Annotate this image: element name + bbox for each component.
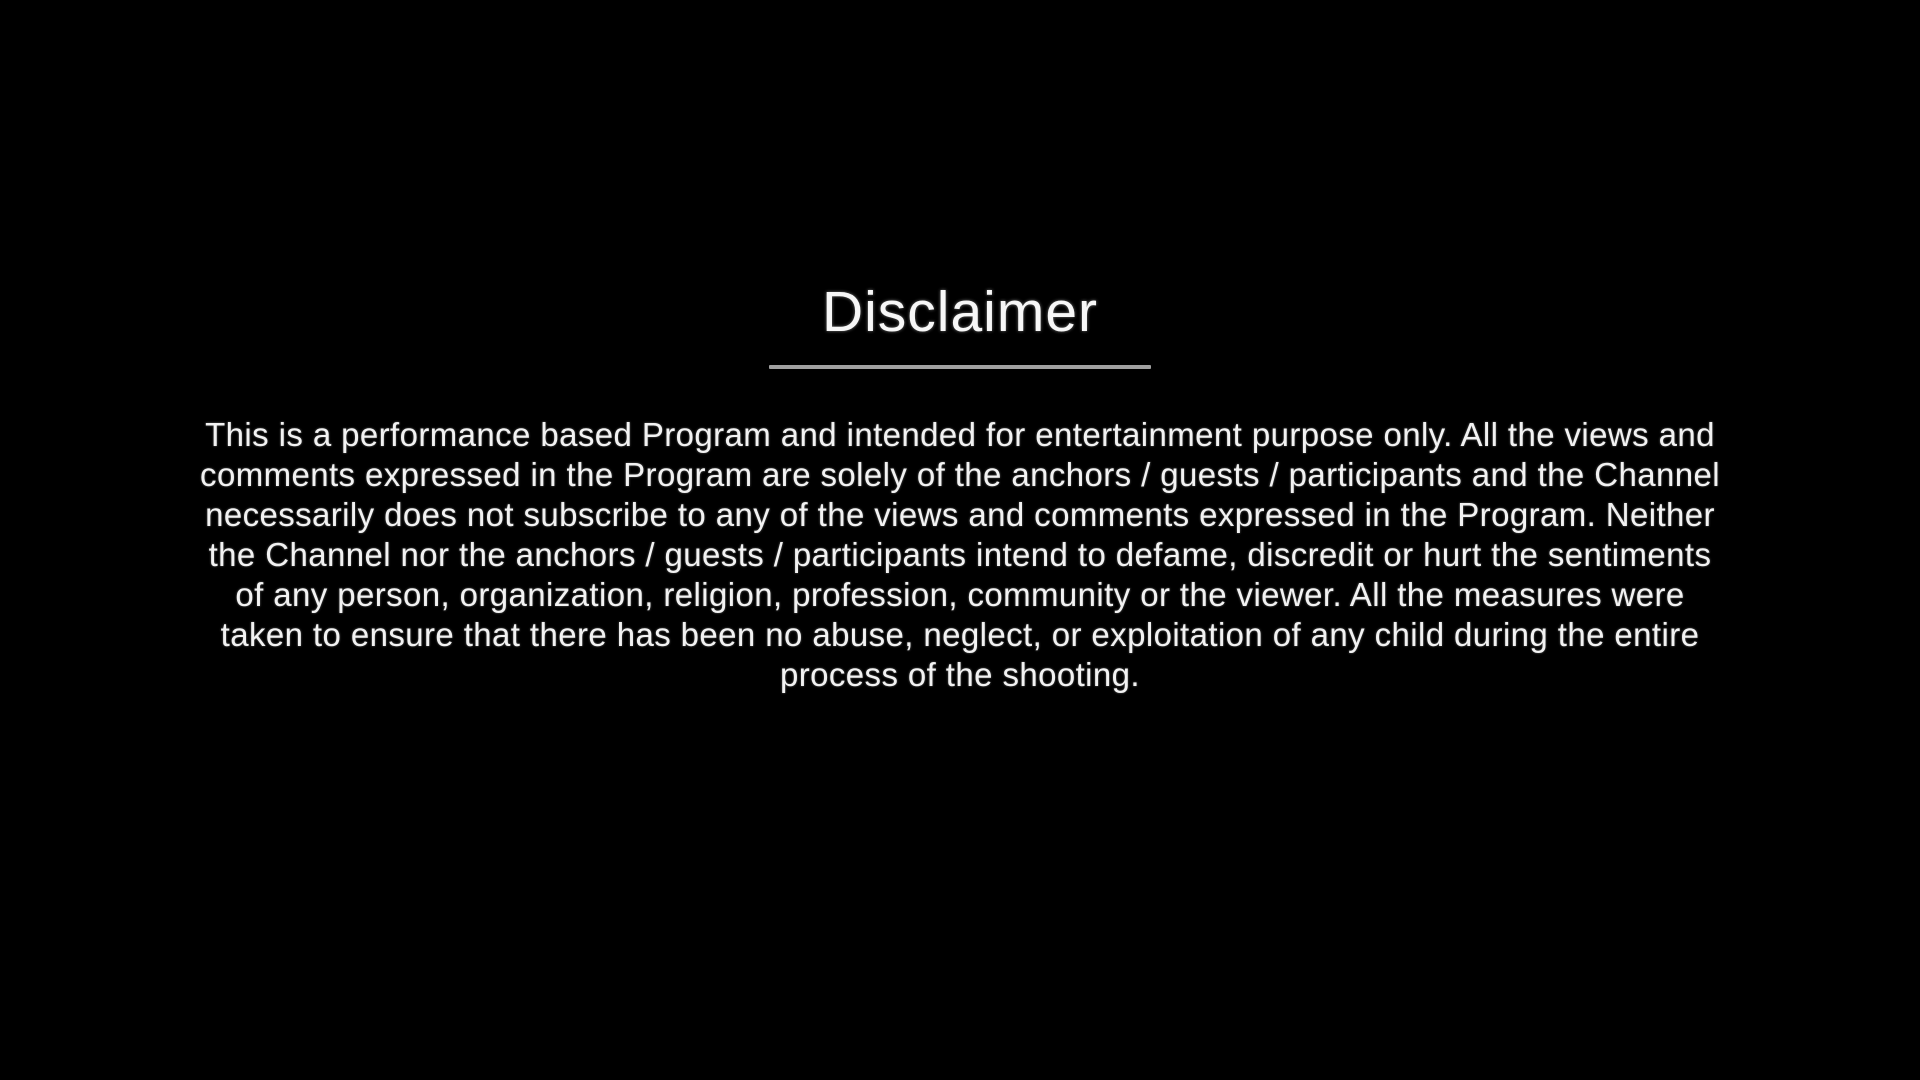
- disclaimer-text-line: comments expressed in the Program are solely of the anchors / guests / participants and the Channel: [200, 456, 1720, 493]
- disclaimer-text-line: taken to ensure that there has been no abuse, neglect, or exploitation of any child during the entire: [220, 616, 1700, 653]
- disclaimer-text-line: necessarily does not subscribe to any of the views and comments expressed in the Program. Neither: [205, 496, 1715, 533]
- disclaimer-text-line: of any person, organization, religion, profession, community or the viewer. All the measures were: [235, 576, 1685, 613]
- disclaimer-text-block: [0, 415, 1920, 695]
- title-underline: [769, 365, 1151, 369]
- disclaimer-title: Disclaimer: [821, 280, 1099, 344]
- disclaimer-text-line: the Channel nor the anchors / guests / participants intend to defame, discredit or hurt the sentiments: [208, 536, 1712, 573]
- disclaimer-text-line: This is a performance based Program and intended for entertainment purpose only. All the views and: [205, 416, 1715, 453]
- disclaimer-text-line: process of the shooting.: [780, 656, 1140, 693]
